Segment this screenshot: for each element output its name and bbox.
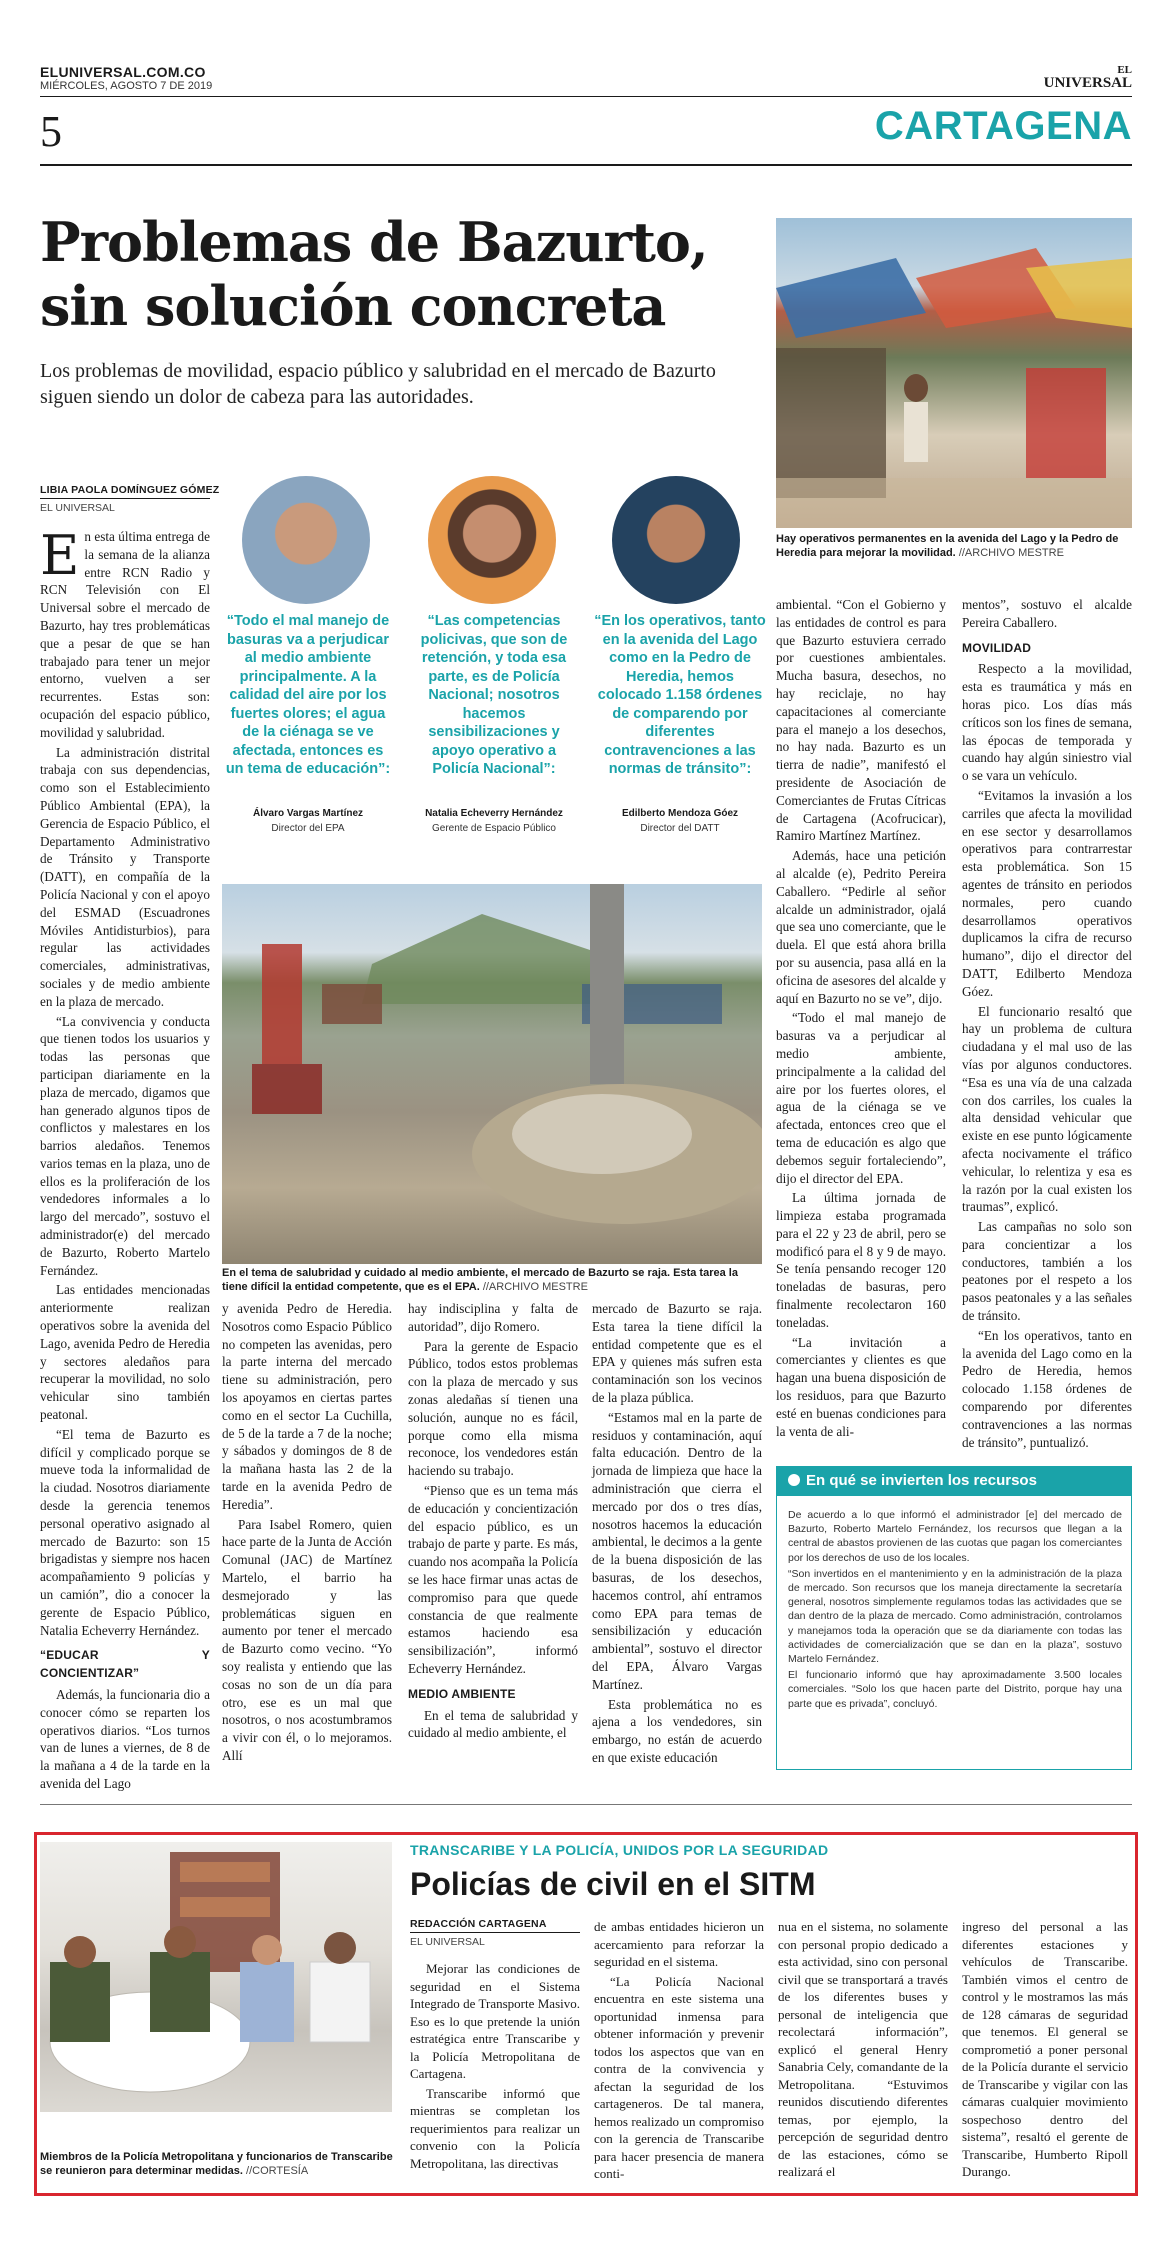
story2-byline-author: REDACCIÓN CARTAGENA — [410, 1918, 547, 1930]
quote-role: Gerente de Espacio Público — [432, 823, 556, 834]
market-caption-credit: //ARCHIVO MESTRE — [958, 547, 1064, 559]
paragraph: “La invitación a comerciantes y clientes es que hagan una buena disposición de los residuos, para que Bazurto esté en buenas condiciones para la venta de ali- — [776, 1334, 946, 1439]
sidebar-title-text: En qué se invierten los recursos — [806, 1472, 1037, 1489]
paragraph: Respecto a la movilidad, esta es traumática y más en horas pico. Los días más críticos son los fines de semana, las épocas de temporada y cuando hay algún siniestro vial o se vara un vehículo. — [962, 661, 1132, 784]
subhead-movilidad: MOVILIDAD — [962, 640, 1032, 655]
paragraph: hay indisciplina y falta de autoridad”, dijo Romero. — [408, 1301, 578, 1334]
pull-quote: “Todo el mal manejo de basuras va a perjudicar al medio ambiente principalmente. A la calidad del aire por los fuertes olores; el agua de la ciénaga se ve afectada, entonces es un tema de educación”: — [225, 613, 391, 777]
paragraph: de ambas entidades hicieron un acercamiento para reforzar la seguridad en el sistema. — [594, 1919, 764, 1969]
article-column-2 — [222, 1300, 392, 1767]
paragraph: ambiental. “Con el Gobierno y las entidades de control es para que Bazurto estuviera cerrado por cuestiones ambientales. Mucha basura, desechos, no hay reciclaje, no hay capacitaciones al comerciante para el manejo a los desechos, no hay nada. Bazurto es un tierra de nadie”, manifestó el presidente de Asociación de Comerciantes de Frutas Cítricas de Cartagena (Acofrucicar), Ramiro Martínez Martínez. — [776, 597, 946, 844]
paragraph: mentos”, sostuvo el alcalde Pereira Caballero. — [962, 597, 1132, 630]
article-column-5 — [776, 596, 946, 1442]
subhead-educar: “EDUCAR Y CONCIENTIZAR” — [40, 1648, 210, 1681]
paragraph: “La Policía Nacional encuentra en este sistema una oportunidad inmensa para obtener información y prevenir todos los aspectos que van en contra de la convivencia y afectan la seguridad de los cartageneros. De tal manera, hemos realizado un compromiso con la gerencia de Transcaribe para hacer presencia de manera conti- — [594, 1973, 764, 2181]
byline-rule — [40, 498, 210, 499]
paragraph: “El tema de Bazurto es difícil y complicado porque se mueve toda la informalidad de la ciudad. Nosotros diariamente desde la gerencia tenemos personal operativo asignado al mercado de Bazurto: son 15 brigadistas y siempre nos hacen acompañamiento 9 policías y un camión”, dio a conocer la gerente de Espacio Público, Natalia Echeverry Hernández. — [40, 1426, 210, 1638]
paragraph: Para la gerente de Espacio Público, todos estos problemas con la plaza de mercado y sus zonas aledañas sí tienen una solución, aunque no es fácil, porque como ella misma reconoce, los vendedores están haciendo su trabajo. — [408, 1338, 578, 1479]
story2-column-1 — [410, 1960, 580, 2174]
paragraph: “Pienso que es un tema más de educación y concientización del espacio público, es un trabajo de parte y parte. Es más, cuando nos acompaña la Policía se les hace firmar unas actas de compromiso para que quede constancia de que realmente estamos haciendo esa sensibilización”, informó Echeverry Hernández. — [408, 1482, 578, 1676]
paragraph: “La convivencia y conducta que tienen todos los usuarios y todas las personas que participan diariamente en la plaza de mercado, digamos que han generado algunos tipos de conflictos y malestares en los barrios aledaños. Tenemos varios temas en la plaza, uno de ellos es la proliferación de los vendedores informales a lo largo del mercado”, sostuvo el administrador(e) del mercado de Bazurto, Roberto Martelo Fernández. — [40, 1013, 210, 1278]
police-caption-text: Miembros de la Policía Metropolitana y funcionarios de Transcaribe se reunieron para determinar medidas. — [40, 2151, 393, 2177]
header-rule — [40, 164, 1132, 166]
paragraph: Además, la funcionaria dio a conocer cómo se reparten los operativos diarios. “Los turnos van de lunes a viernes, de 8 de la mañana a 4 de la tarde en la avenida del Lago — [40, 1687, 210, 1791]
paragraph: Para Isabel Romero, quien hace parte de la Junta de Acción Comunal (JAC) de Martínez Martelo, el barrio ha desmejorado y las problemáticas siguen en aumento por tener el mercado de Bazurto como vecino. “Yo soy realista y entiendo que las cosas no son de un día para otro, ese es un mal que nosotros, o nos acostumbramos a vivir con él, o lo mejoramos. Allí — [222, 1516, 392, 1763]
story2-byline-outlet: EL UNIVERSAL — [410, 1936, 485, 1948]
quote-name: Natalia Echeverry Hernández — [425, 808, 563, 819]
pull-quote: “Las competencias policivas, que son de retención, y toda esa parte, es de Policía Nacional; nosotros hacemos sensibilizaciones y apoyo operativo a Policía Nacional”: — [420, 613, 568, 777]
sidebar-box-body — [788, 1508, 1122, 1713]
trash-caption-text: En el tema de salubridad y cuidado al medio ambiente, el mercado de Bazurto se raja. Esta tarea la tiene difícil la entidad competente, que es el EPA. — [222, 1267, 738, 1293]
police-photo-art — [40, 1842, 392, 2112]
drop-cap: E — [40, 524, 80, 587]
byline-author: LIBIA PAOLA DOMÍNGUEZ GÓMEZ — [40, 484, 220, 496]
paragraph: La administración distrital trabaja con sus dependencias, como son el Establecimiento Público Ambiental (EPA), la Gerencia de Espacio Público, el Departamento Administrativo de Tránsito y Transporte (DATT), en compañía de la Policía Nacional y con el apoyo del ESMAD (Escuadrones Móviles Antidisturbios), para regular las actividades comerciales, administrativas, sociales y de medio ambiente en la plaza de mercado. — [40, 744, 210, 1009]
article-column-6 — [962, 596, 1132, 1453]
paragraph: Las campañas no solo son para concientizar a los conductores, también a los peatones por el respeto a los pasos peatonales y a las señales de tránsito. — [962, 1219, 1132, 1324]
bullet-dot-icon — [788, 1474, 800, 1486]
paragraph: Esta problemática no es ajena a los vendedores, sin embargo, no están de acuerdo en que existe educación — [592, 1696, 762, 1765]
paragraph: El funcionario resaltó que hay un problema de cultura ciudadana y el mal uso de las vías por algunos conductores. “Esa es una vía de una calzada con dos carriles, los cuales la alta densidad vehicular que existe en ese punto lógicamente afecta nocivamente el tráfico vehicular, lo relentiza y esa es la razón por la cual existen los traumas”, explicó. — [962, 1003, 1132, 1215]
paragraph: La última jornada de limpieza estaba programada para el 22 y 23 de abril, pero se modificó para el 8 y 9 de mayo. Se tenía pensando recoger 120 toneladas de basuras, pero finalmente recolectaron 160 toneladas. — [776, 1190, 946, 1330]
quote-name: Edilberto Mendoza Góez — [621, 808, 739, 819]
paragraph: Mejorar las condiciones de seguridad en el Sistema Integrado de Transporte Masivo. Eso es lo que pretende la unión estratégica entre Transcaribe y la Policía Metropolitana de Cartagena. — [410, 1961, 580, 2081]
police-photo — [40, 1842, 392, 2112]
paragraph: Además, hace una petición al alcalde (e), Pedrito Pereira Caballero. “Pedirle al señor alcalde un administrador, ojalá que sea uno comerciante, que le duela. El que está ahora brilla por su ausencia, pasa allá en la oficina de asesores del alcalde y aquí en Bazurto no se ve”, dijo. — [776, 848, 946, 1006]
market-caption-text: Hay operativos permanentes en la avenida del Lago y la Pedro de Heredia para mejorar la movilidad. — [776, 533, 1119, 559]
quote-name: Álvaro Vargas Martínez — [252, 808, 364, 819]
paragraph: y avenida Pedro de Heredia. Nosotros como Espacio Público no competen las avenidas, pero la parte interna del mercado tiene su administración, pero los apoyamos en ciertas partes como en el sector La Cuchilla, de 5 de la tarde a 7 de la noche; y sábados y domingos de 8 de la mañana hasta las 2 de la tarde en la avenida Pedro de Heredia”. — [222, 1301, 392, 1512]
logo-top: EL — [1117, 64, 1132, 76]
section-divider — [40, 1804, 1132, 1805]
issue-date: MIÉRCOLES, AGOSTO 7 DE 2019 — [40, 80, 213, 92]
article-column-1 — [40, 524, 210, 1795]
sidebar-paragraph: “Son invertidos en el mantenimiento y en la administración de la plaza de mercado. Son recursos que los maneja directamente la secretaría general, nosotros simplemente regulamos todas las actividades que se dan dentro de la plaza de mercado. Como administración, controlamos y manejamos toda la operación que se da diariamente con todas las actividades de comercialización que se dan en la plaza”, sostuvo Martelo Fernández. — [788, 1567, 1122, 1666]
article-column-3 — [408, 1300, 578, 1744]
byline-outlet: EL UNIVERSAL — [40, 502, 115, 514]
police-photo-caption — [40, 2150, 400, 2178]
trash-photo-art — [222, 884, 762, 1264]
logo-main: UNIVERSAL — [1043, 75, 1132, 91]
story2-kicker: TRANSCARIBE Y LA POLICÍA, UNIDOS POR LA SEGURIDAD — [410, 1842, 829, 1858]
market-photo — [776, 218, 1132, 528]
sidebar-paragraph: De acuerdo a lo que informó el administrador [e] del mercado de Bazurto, Roberto Martelo Fernández, los recursos que llegan a la central de abastos provienen de las cuotas que pagan los comerciantes por los derechos de uso de los locales. — [788, 1509, 1122, 1564]
market-photo-art — [776, 218, 1132, 528]
police-caption-credit: //CORTESÍA — [246, 2165, 309, 2177]
story2-byline-rule — [410, 1932, 580, 1933]
portrait-alvaro-vargas — [242, 476, 370, 604]
subhead-medio-ambiente: MEDIO AMBIENTE — [408, 1686, 516, 1701]
trash-photo-caption — [222, 1266, 762, 1294]
paragraph: “Evitamos la invasión a los carriles que afecta la movilidad en ese sector y desarrollamos operativos para contrarrestar esta problemática. Son 15 agentes de tránsito en periodos normales, pero cuando desarrollamos operativos duplicamos la cifra de recurso humano”, dijo el director del DATT, Edilberto Mendoza Góez. — [962, 787, 1132, 999]
article-headline: Problemas de Bazurto, sin solución concreta — [40, 210, 708, 338]
story2-headline: Policías de civil en el SITM — [410, 1866, 816, 1902]
paragraph: nua en el sistema, no solamente con personal propio dedicado a esta actividad, sino con personal civil que se transportará a través de los diferentes buses y personal de inteligencia que recolectará información”, explicó el general Henry Sanabria Cely, comandante de la Metropolitana. “Estuvimos reunidos discutiendo diferentes temas, por ejemplo, la percepción de seguridad dentro de las estaciones, cómo se realizará el — [778, 1919, 948, 2179]
portrait-natalia-echeverry — [428, 476, 556, 604]
story2-column-2 — [594, 1918, 764, 2185]
paragraph: Transcaribe informó que mientras se completan los requerimientos para realizar un convenio con la Policía Metropolitana, las directivas — [410, 2085, 580, 2171]
story2-column-3 — [778, 1918, 948, 2183]
site-url: ELUNIVERSAL.COM.CO — [40, 64, 206, 80]
paragraph: “Todo el mal manejo de basuras va a perjudicar al medio ambiente, principalmente a la calidad del aire por los fuertes olores, el agua de la ciénaga se ve afectada, entonces creo que el tema de educación es algo que debemos seguir fortaleciendo”, dijo el director del EPA. — [776, 1010, 946, 1186]
trash-caption-credit: //ARCHIVO MESTRE — [482, 1281, 588, 1293]
paragraph: “Estamos mal en la parte de residuos y contaminación, aquí falta educación. Dentro de la jornada de limpieza que hace la administración que cierra el mercado por dos o tres días, nosotros hacemos la educación ambiental, le decimos a la gente de la buena disposición de las basuras, de los desechos, hacemos control, ahí entramos como EPA para temas de sensibilización y educación ambiental”, sostuvo el director del EPA, Álvaro Vargas Martínez. — [592, 1409, 762, 1692]
article-column-4 — [592, 1300, 762, 1769]
page-number: 5 — [40, 107, 62, 156]
sidebar-box-title — [776, 1466, 1132, 1496]
paragraph: ingreso del personal a las diferentes estaciones y vehículos de Transcaribe. También vimos el centro de control y le mostramos las más de 128 cámaras de seguridad que tenemos. El general se comprometió a poner personal de la Policía durante el servicio de Transcaribe y vigilar con las cámaras cualquier movimiento sospechoso dentro del sistema”, resaltó el gerente de Transcaribe, Humberto Ripoll Durango. — [962, 1919, 1128, 2179]
trash-photo — [222, 884, 762, 1264]
market-photo-caption — [776, 532, 1132, 560]
quote-role: Director del EPA — [271, 823, 345, 834]
quote-role: Director del DATT — [640, 823, 720, 834]
paragraph: Las entidades mencionadas anteriormente realizan operativos sobre la avenida del Lago, avenida Pedro de Heredia y sectores aledaños para recuperar la movilidad, no solo vehicular sino también peatonal. — [40, 1282, 210, 1423]
pull-quote: “En los operativos, tanto en la avenida del Lago como en la Pedro de Heredia, hemos colocado 1.158 órdenes de comparendo por diferentes contravenciones a las normas de tránsito”: — [594, 613, 766, 777]
article-deck: Los problemas de movilidad, espacio público y salubridad en el mercado de Bazurto siguen siendo un dolor de cabeza para las autoridades. — [40, 360, 716, 408]
section-title: CARTAGENA — [874, 104, 1132, 148]
story2-column-4 — [962, 1918, 1128, 2183]
paragraph: n esta última entrega de la semana de la alianza entre RCN Radio y RCN Televisión con El Universal sobre el mercado de Bazurto, hay tres problemáticas que a pesar de que se han trabajado para tener un mejor entorno, vuelven a ser recurrentes. Estas son: ocupación del espacio público, movilidad y salubridad. — [40, 529, 210, 740]
newspaper-logo — [1044, 64, 1132, 90]
top-rule — [40, 96, 1132, 97]
paragraph: En el tema de salubridad y cuidado al medio ambiente, el — [408, 1707, 578, 1741]
paragraph: mercado de Bazurto se raja. Esta tarea la tiene difícil la entidad competente que es el EPA y quienes más sufren esta contaminación son los vecinos de la plaza pública. — [592, 1301, 762, 1405]
paragraph: “En los operativos, tanto en la avenida del Lago como en la Pedro de Heredia, hemos colocado 1.158 órdenes de comparendo por diferentes contravenciones a las normas de tránsito”, puntualizó. — [962, 1327, 1132, 1450]
portrait-edilberto-mendoza — [612, 476, 740, 604]
sidebar-paragraph: El funcionario informó que hay aproximadamente 3.500 locales comerciales. “Solo los que hacen parte del Distrito, porque hay una parte que es privada”, concluyó. — [788, 1669, 1122, 1710]
